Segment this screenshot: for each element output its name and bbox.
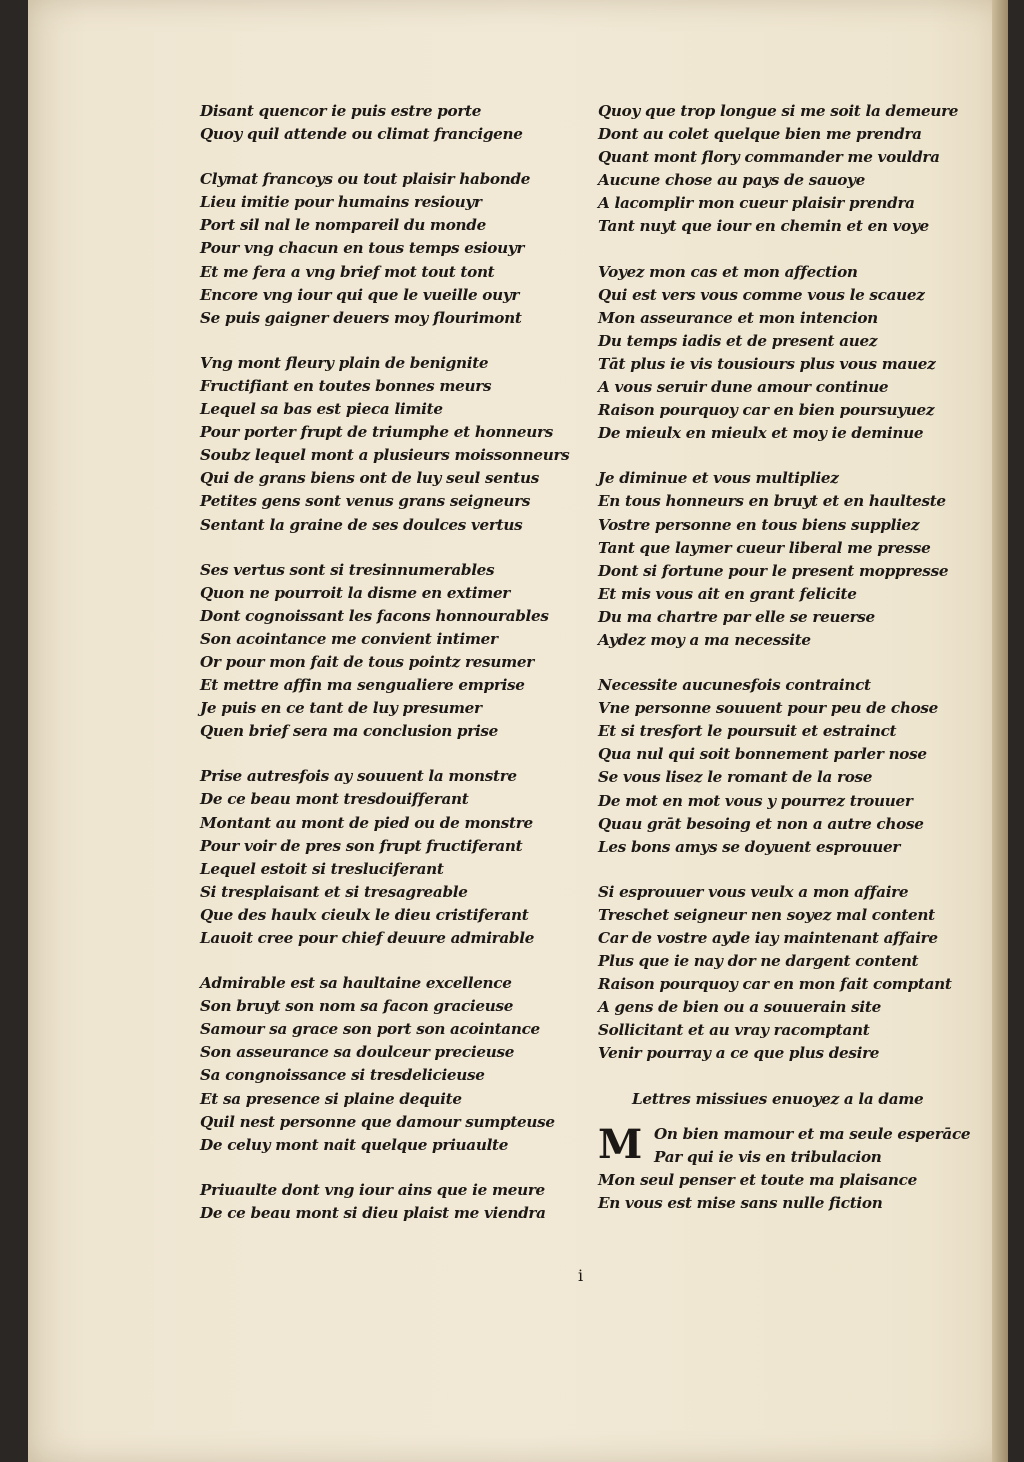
stanza: [200, 168, 569, 330]
verse-line: Qua nul qui soit bonnement parler nose: [598, 745, 927, 764]
verse-line: Mon asseurance et mon intencion: [598, 308, 878, 327]
verse-line: Venir pourray a ce que plus desire: [598, 1044, 880, 1063]
verse-line: Fructifiant en toutes bonnes meurs: [200, 376, 492, 395]
verse-line: Or pour mon fait de tous pointz resumer: [200, 652, 534, 671]
rubric-heading: Lettres missiues enuoyez a la dame: [632, 1089, 924, 1108]
verse-line: Vostre personne en tous biens suppliez: [598, 515, 920, 534]
left-column: [200, 100, 569, 1247]
verse-line: Les bons amys se doyuent esprouuer: [598, 837, 901, 856]
verse-line: Et sa presence si plaine dequite: [200, 1089, 462, 1108]
verse-line: Lauoit cree pour chief deuure admirable: [200, 929, 535, 947]
verse-line: Quen brief sera ma conclusion prise: [200, 722, 499, 741]
verse-line: Son asseurance sa doulceur precieuse: [200, 1043, 515, 1062]
verse-line: Aydez moy a ma necessite: [598, 630, 811, 649]
verse-line: Tant nuyt que iour en chemin et en voye: [598, 217, 929, 236]
verse-line: Quau grāt besoing et non a autre chose: [598, 814, 924, 833]
verse-line: Treschet seigneur nen soyez mal content: [598, 905, 935, 924]
verse-line: Priuaulte dont vng iour ains que ie meure: [200, 1180, 545, 1199]
verse-line: Du temps iadis et de present auez: [598, 331, 878, 350]
verse-line: Raison pourquoy car en mon fait comptant: [598, 975, 952, 994]
verse-line: Qui est vers vous comme vous le scauez: [598, 285, 925, 304]
verse-line: Son bruyt son nom sa facon gracieuse: [200, 997, 514, 1016]
verse-line: Son acointance me convient intimer: [200, 629, 498, 648]
verse-line: Qui de grans biens ont de luy seul sentus: [200, 469, 540, 488]
verse-line: Necessite aucunesfois contrainct: [598, 676, 871, 695]
verse-line: Quoy quil attende ou climat francigene: [200, 125, 523, 144]
stanza: [598, 467, 970, 652]
verse-line: Pour vng chacun en tous temps esiouyr: [200, 239, 525, 258]
verse-line: Port sil nal le nompareil du monde: [200, 216, 486, 235]
stanza: [200, 100, 569, 146]
verse-line: Pour porter frupt de triumphe et honneurs: [200, 423, 553, 442]
verse-line: Dont cognoissant les facons honnourables: [200, 606, 549, 625]
verse-line: Sa congnoissance si tresdelicieuse: [200, 1066, 485, 1085]
right-column: [598, 100, 970, 1215]
verse-line: De mot en mot vous y pourrez trouuer: [598, 791, 913, 810]
verse-line: A gens de bien ou a souuerain site: [598, 998, 881, 1017]
verse-line: Samour sa grace son port son acointance: [200, 1020, 540, 1039]
verse-line: Lequel sa bas est pieca limite: [200, 400, 443, 419]
drop-capital: M: [598, 1120, 642, 1168]
stanza: [200, 765, 569, 950]
verse-line: Vne personne souuent pour peu de chose: [598, 699, 939, 718]
verse-line: Par qui ie vis en tribulacion: [654, 1147, 882, 1166]
book-page: [28, 0, 1008, 1462]
verse-line: Si tresplaisant et si tresagreable: [200, 882, 468, 901]
verse-line: De mieulx en mieulx et moy ie deminue: [598, 424, 924, 443]
verse-line: Soubz lequel mont a plusieurs moissonneurs: [200, 446, 570, 465]
verse-line: Dont si fortune pour le present moppresse: [598, 561, 949, 580]
verse-line: De ce beau mont tresdouifferant: [200, 790, 469, 809]
stanza: [200, 1179, 569, 1225]
verse-line: Quant mont flory commander me vouldra: [598, 148, 940, 167]
verse-line: Prise autresfois ay souuent la monstre: [200, 767, 517, 786]
letter-opening: [598, 1120, 971, 1215]
verse-line: De celuy mont nait quelque priuaulte: [200, 1135, 509, 1154]
verse-line: Et me fera a vng brief mot tout tont: [200, 262, 495, 281]
verse-line: Admirable est sa haultaine excellence: [200, 974, 512, 993]
verse-line: Pour voir de pres son frupt fructiferant: [200, 836, 523, 855]
stanza: [200, 972, 569, 1157]
stanza: [200, 352, 569, 537]
verse-line: Plus que ie nay dor ne dargent content: [598, 952, 919, 971]
verse-line: Petites gens sont venus grans seigneurs: [200, 492, 531, 511]
verse-line: Clymat francoys ou tout plaisir habonde: [200, 170, 531, 189]
verse-line: A lacomplir mon cueur plaisir prendra: [598, 194, 915, 213]
verse-line: Et mettre affin ma sengualiere emprise: [200, 676, 525, 695]
stanza: [200, 559, 569, 744]
verse-line: Je puis en ce tant de luy presumer: [200, 699, 482, 718]
verse-line: Quon ne pourroit la disme en extimer: [200, 583, 511, 602]
verse-line: Encore vng iour qui que le vueille ouyr: [200, 285, 520, 304]
verse-line: Se vous lisez le romant de la rose: [598, 768, 873, 787]
verse-line: Dont au colet quelque bien me prendra: [598, 125, 922, 144]
verse-line: Sentant la graine de ses doulces vertus: [200, 515, 523, 534]
verse-line: Disant quencor ie puis estre porte: [200, 102, 482, 120]
stanza: [598, 100, 970, 239]
verse-line: En vous est mise sans nulle fiction: [598, 1193, 883, 1212]
verse-line: Vng mont fleury plain de benignite: [200, 353, 489, 372]
stanza: [598, 881, 970, 1066]
verse-line: Mon seul penser et toute ma plaisance: [598, 1170, 917, 1189]
verse-line: Quoy que trop longue si me soit la demeure: [598, 102, 959, 120]
page-gutter: [992, 0, 1008, 1462]
verse-line: Car de vostre ayde iay maintenant affaire: [598, 929, 938, 947]
stanza: [598, 261, 970, 446]
verse-line: A vous seruir dune amour continue: [598, 378, 889, 397]
verse-line: Quil nest personne que damour sumpteuse: [200, 1112, 555, 1131]
verse-line: On bien mamour et ma seule esperāce: [654, 1124, 971, 1143]
verse-line: Tāt plus ie vis tousiours plus vous mauez: [598, 354, 936, 373]
verse-line: Et mis vous ait en grant felicite: [598, 584, 857, 603]
verse-line: Du ma chartre par elle se reuerse: [598, 607, 875, 626]
page-mark: i: [578, 1266, 584, 1285]
verse-line: Lequel estoit si tresluciferant: [200, 859, 444, 878]
verse-line: Montant au mont de pied ou de monstre: [200, 813, 533, 832]
verse-line: Si esprouuer vous veulx a mon affaire: [598, 882, 909, 901]
verse-line: Lieu imitie pour humains resiouyr: [200, 193, 482, 212]
verse-line: Sollicitant et au vray racomptant: [598, 1021, 870, 1040]
verse-line: En tous honneurs en bruyt et en haulteste: [598, 492, 946, 511]
verse-line: Raison pourquoy car en bien poursuyuez: [598, 401, 935, 420]
stanza: [598, 674, 970, 859]
verse-line: Que des haulx cieulx le dieu cristiferant: [200, 905, 529, 924]
verse-line: De ce beau mont si dieu plaist me viendra: [200, 1203, 546, 1222]
verse-line: Voyez mon cas et mon affection: [598, 262, 858, 281]
verse-line: Se puis gaigner deuers moy flourimont: [200, 308, 522, 327]
verse-line: Tant que laymer cueur liberal me presse: [598, 538, 931, 557]
verse-line: Je diminue et vous multipliez: [598, 469, 839, 488]
verse-line: Ses vertus sont si tresinnumerables: [200, 560, 495, 579]
verse-line: Et si tresfort le poursuit et estrainct: [598, 722, 897, 741]
verse-line: Aucune chose au pays de sauoye: [598, 171, 865, 190]
